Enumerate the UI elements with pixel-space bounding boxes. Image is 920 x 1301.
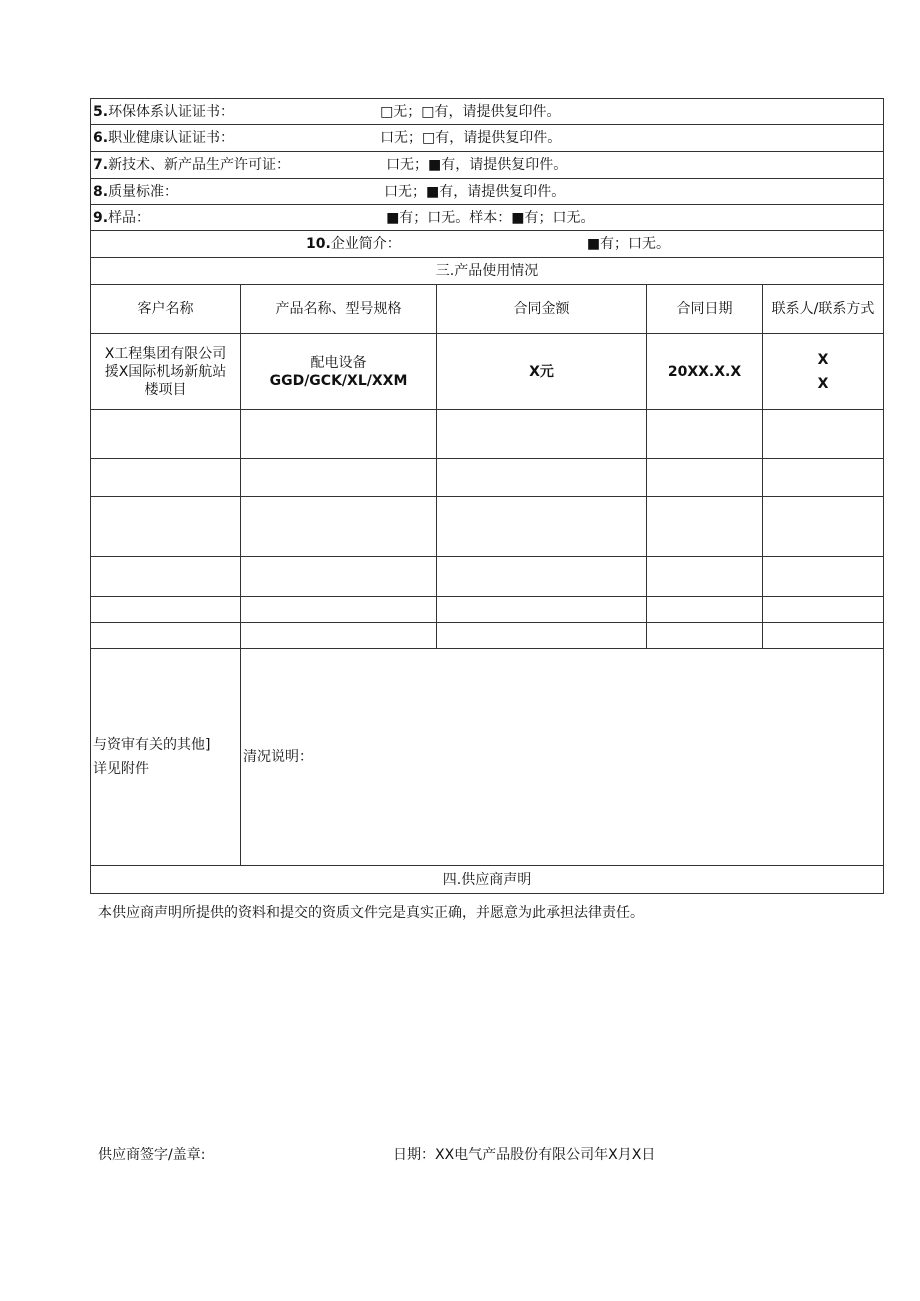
- item-options: 口无；□有，请提供复印件。: [380, 130, 562, 146]
- cert-row-9: [91, 205, 884, 231]
- usage-header-row: [91, 285, 884, 334]
- cert-row-7: [91, 152, 884, 179]
- item-number: 7.: [93, 157, 109, 173]
- cert-row-5: [91, 99, 884, 125]
- cert-row-8: [91, 179, 884, 205]
- item-number: 10.: [306, 236, 331, 252]
- section4-row: [91, 866, 884, 894]
- column-header: 合同日期: [647, 285, 763, 334]
- remarks-content: 清况说明：: [241, 649, 884, 866]
- table-row-empty: [91, 459, 884, 497]
- item-options: ■有；口无。样本：■有；口无。: [386, 209, 595, 226]
- table-row-empty: [91, 623, 884, 649]
- date-cell: 20XX.X.X: [647, 334, 763, 410]
- table-row-empty: [91, 497, 884, 557]
- table-row-empty: [91, 410, 884, 459]
- item-number: 8.: [93, 183, 109, 200]
- column-header: 合同金额: [437, 285, 647, 334]
- date-line: 日期：XX电气产品股份有限公司年X月X日: [393, 1147, 656, 1163]
- item-label: 质量标准：: [108, 183, 179, 200]
- item-number: 5.: [93, 103, 109, 120]
- item-options: □无；□有，请提供复印件。: [380, 103, 561, 120]
- customer-line: 援X国际机场新航站: [104, 363, 227, 380]
- remarks-label: 与资审有关的其他]: [93, 737, 211, 753]
- item-number: 9.: [93, 209, 109, 226]
- contact-line: X: [817, 375, 829, 392]
- column-header: 产品名称、型号规格: [241, 285, 437, 334]
- section3-row: [91, 258, 884, 285]
- customer-line: 楼项目: [144, 381, 187, 398]
- customer-line: X工程集团有限公司: [104, 345, 227, 362]
- contact-cell: [763, 334, 884, 410]
- qualification-table: [90, 98, 884, 894]
- remarks-label: 详见附件: [93, 761, 149, 777]
- item-options: ■有；口无。: [586, 236, 671, 252]
- section-title: 四.供应商声明: [91, 866, 884, 894]
- table-row: [91, 334, 884, 410]
- contact-line: X: [817, 351, 829, 368]
- column-header: 联系人/联系方式: [763, 285, 884, 334]
- item-number: 6.: [93, 130, 109, 146]
- company-intro-row: [91, 231, 884, 258]
- table-row-empty: [91, 597, 884, 623]
- item-options: 口无；■有，请提供复印件。: [386, 157, 568, 173]
- remarks-row: [91, 649, 884, 866]
- remarks-label-cell: [91, 649, 241, 866]
- item-label: 环保体系认证证书：: [108, 103, 235, 120]
- item-label: 职业健康认证证书：: [108, 130, 235, 146]
- column-header: 客户名称: [91, 285, 241, 334]
- customer-cell: [91, 334, 241, 410]
- amount-cell: X元: [437, 334, 647, 410]
- declaration-text: 本供应商声明所提供的资料和提交的资质文件完是真实正确，并愿意为此承担法律责任。: [98, 905, 644, 921]
- item-label: 新技术、新产品生产许可证：: [108, 157, 291, 173]
- item-label: 企业简介：: [330, 236, 401, 252]
- table-row-empty: [91, 557, 884, 597]
- product-model: GGD/GCK/XL/XXM: [269, 372, 408, 389]
- product-cell: [241, 334, 437, 410]
- section-title: 三.产品使用情况: [91, 258, 884, 285]
- item-label: 样品：: [108, 209, 151, 226]
- item-options: 口无；■有，请提供复印件。: [384, 183, 566, 200]
- cert-row-6: [91, 125, 884, 152]
- signature-label: 供应商签字/盖章:: [98, 1147, 206, 1163]
- product-name: 配电设备: [310, 354, 367, 371]
